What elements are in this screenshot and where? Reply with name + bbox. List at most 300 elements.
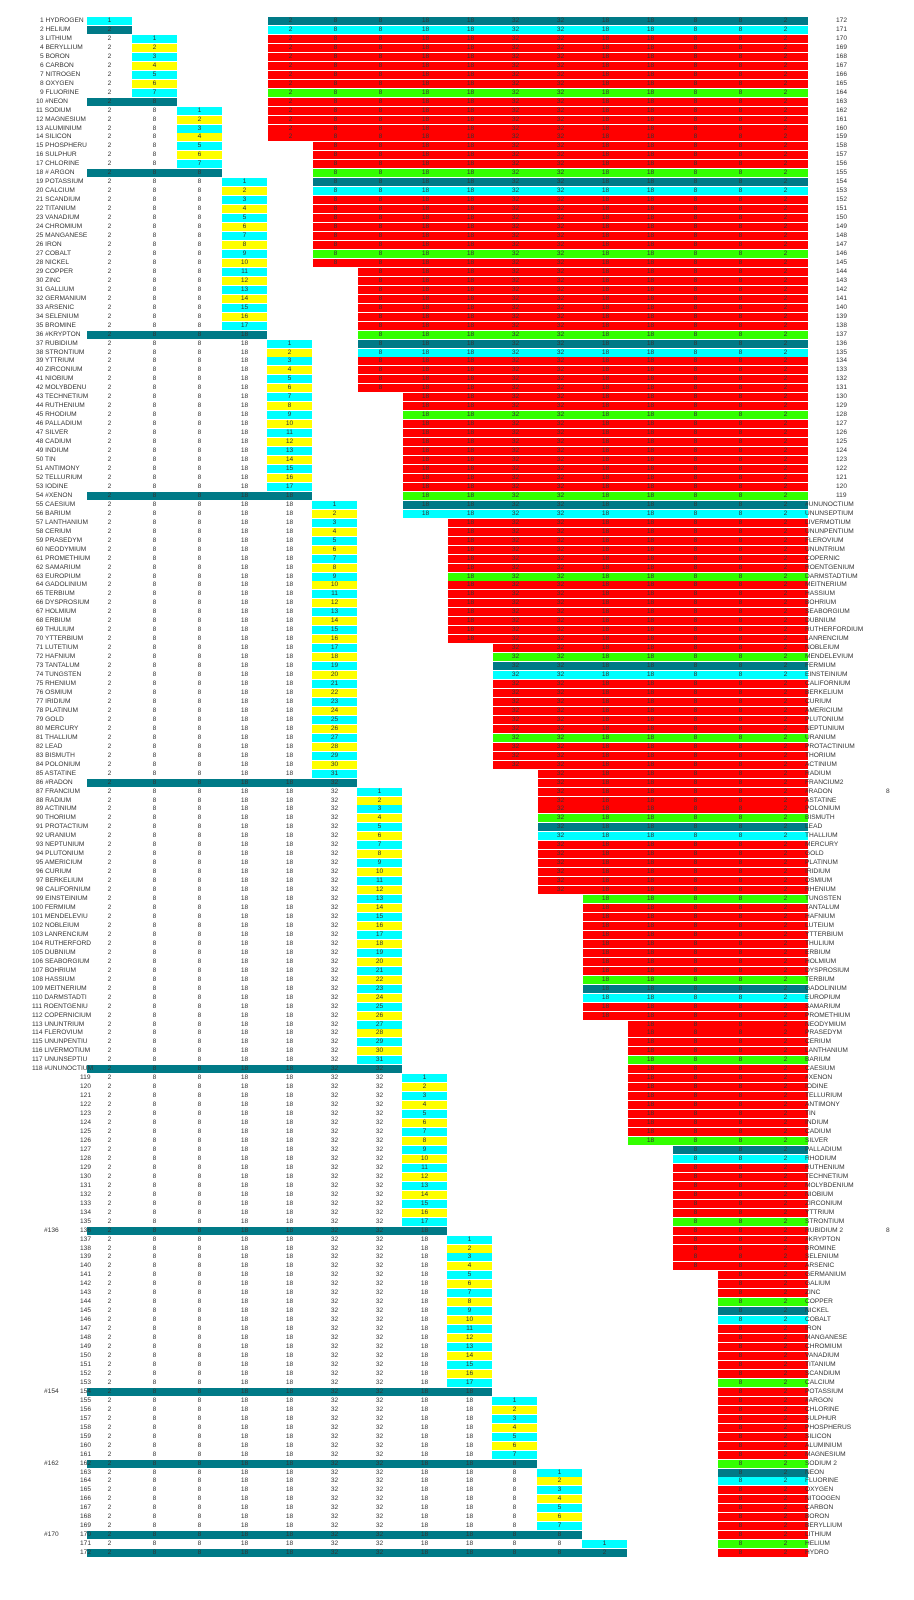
mirror-digit: 8 <box>378 330 383 338</box>
mirror-digit: 18 <box>646 1119 655 1127</box>
mirror-digit: 32 <box>556 769 565 777</box>
mirror-digit: 32 <box>511 321 520 329</box>
mirror-element-name: LITHIUM <box>805 1531 832 1539</box>
mirror-digit: 32 <box>511 626 520 634</box>
shell-count: 18 <box>240 473 249 481</box>
mirror-digit: 8 <box>738 1352 743 1360</box>
mirror-digit: 32 <box>511 482 520 490</box>
shell-count: 18 <box>240 904 249 912</box>
mirror-digit: 18 <box>601 904 610 912</box>
mirror-digit: 8 <box>738 975 743 983</box>
shell-count: 8 <box>197 1163 202 1171</box>
shell-count: 8 <box>152 321 157 329</box>
shell-count: 18 <box>240 1226 249 1234</box>
shell-count: 32 <box>375 1235 384 1243</box>
mirror-digit: 18 <box>601 877 610 885</box>
mirror-digit: 8 <box>693 814 698 822</box>
shell-count: 2 <box>107 1307 112 1315</box>
shell-count: 10 <box>312 581 357 589</box>
shell-count: 18 <box>240 1244 249 1252</box>
mirror-digit: 8 <box>333 43 338 51</box>
shell-count: 32 <box>330 1262 339 1270</box>
mirror-digit: 32 <box>556 662 565 670</box>
element-label: 115 UNUNPENTIU <box>32 1038 88 1046</box>
mirror-digit: 32 <box>556 617 565 625</box>
shell-count: 8 <box>197 509 202 517</box>
shell-count: 18 <box>465 1495 474 1503</box>
element-label: 166 <box>80 1495 92 1503</box>
shell-count: 18 <box>240 689 249 696</box>
mirror-digit: 18 <box>466 375 475 383</box>
shell-count: 2 <box>107 1432 112 1440</box>
shell-count: 3 <box>492 1415 537 1423</box>
mirror-digit: 8 <box>738 456 743 464</box>
mirror-digit: 18 <box>601 124 610 132</box>
shell-count: 8 <box>197 267 202 275</box>
mirror-digit: 8 <box>738 527 743 535</box>
shell-count: 18 <box>240 706 249 714</box>
mirror-element-name: BERYLLIUM <box>805 1522 843 1530</box>
shell-count: 18 <box>285 930 294 938</box>
element-label: 77 IRIDIUM <box>36 697 71 705</box>
shell-count: 10 <box>402 1155 447 1163</box>
shell-count: 17 <box>357 931 402 939</box>
shell-count: 18 <box>285 518 294 526</box>
mirror-element-name: #UNUNOCTIUM <box>805 500 854 508</box>
mirror-element-name: HELIUM <box>805 1540 830 1548</box>
shell-count: 2 <box>107 554 112 562</box>
shell-count: 8 <box>152 680 157 688</box>
mirror-digit: 8 <box>738 653 743 661</box>
right-edge-number: 143 <box>836 276 848 284</box>
mirror-digit: 18 <box>601 330 610 338</box>
shell-count: 2 <box>107 626 112 634</box>
mirror-digit: 32 <box>556 715 565 723</box>
shell-count: 18 <box>285 1477 294 1485</box>
mirror-digit: 8 <box>693 97 698 105</box>
shell-count: 10 <box>357 868 402 876</box>
element-label: 24 CHROMIUM <box>36 223 83 231</box>
mirror-element-name: #XENON <box>805 1074 833 1082</box>
mirror-digit: 18 <box>466 205 475 213</box>
mirror-digit: 2 <box>288 97 293 105</box>
shell-count: 25 <box>357 1003 402 1011</box>
mirror-digit: 8 <box>693 1154 698 1162</box>
shell-count: 18 <box>285 1369 294 1377</box>
mirror-digit: 18 <box>466 402 475 410</box>
mirror-element-name: BERKELIUM <box>805 689 844 696</box>
element-label: 39 YTTRIUM <box>36 357 75 365</box>
shell-count: 8 <box>152 1154 157 1162</box>
shell-count: 8 <box>152 1199 157 1207</box>
mirror-digit: 32 <box>511 160 520 168</box>
shell-count: 18 <box>285 1414 294 1422</box>
shell-count: 18 <box>285 1361 294 1368</box>
shell-count: 18 <box>285 1253 294 1261</box>
shell-count: 18 <box>285 1468 294 1476</box>
right-edge-number: 163 <box>836 97 848 105</box>
shell-count: 2 <box>107 124 112 132</box>
shell-count: 27 <box>357 1021 402 1029</box>
shell-count: 8 <box>152 626 157 634</box>
mirror-digit: 2 <box>783 1468 788 1476</box>
shell-count: 32 <box>330 1074 339 1082</box>
mirror-digit: 32 <box>511 680 520 688</box>
mirror-digit: 2 <box>783 1352 788 1360</box>
mirror-digit: 18 <box>466 169 475 177</box>
mirror-digit: 8 <box>333 52 338 60</box>
mirror-digit: 32 <box>556 276 565 284</box>
shell-count: 18 <box>285 868 294 876</box>
shell-count: 8 <box>152 258 157 266</box>
shell-count: 32 <box>330 1495 339 1503</box>
mirror-digit: 18 <box>601 814 610 822</box>
shell-count: 2 <box>107 724 112 732</box>
mirror-digit: 8 <box>738 913 743 920</box>
shell-count: 18 <box>240 1253 249 1261</box>
mirror-digit: 32 <box>511 357 520 365</box>
mirror-element-name: FRANCIUM2 <box>805 778 844 786</box>
shell-count: 32 <box>330 1208 339 1216</box>
mirror-digit: 8 <box>693 312 698 320</box>
mirror-digit: 32 <box>556 411 565 419</box>
element-label: 16 SULPHUR <box>36 151 77 159</box>
mirror-element-name: UNUNTRIUM <box>805 545 845 553</box>
shell-count: 18 <box>465 1387 474 1395</box>
shell-count: 32 <box>375 1361 384 1368</box>
shell-count: 18 <box>285 913 294 920</box>
mirror-digit: 2 <box>783 1154 788 1162</box>
shell-count: 2 <box>107 357 112 365</box>
mirror-digit: 2 <box>288 52 293 60</box>
shell-count: 1 <box>447 1236 492 1244</box>
mirror-element-name: LANTHANIUM <box>805 1047 848 1055</box>
mirror-digit: 32 <box>556 599 565 607</box>
mirror-digit: 8 <box>738 214 743 222</box>
mirror-digit: 8 <box>738 294 743 302</box>
mirror-digit: 32 <box>556 500 565 508</box>
mirror-digit: 2 <box>783 232 788 240</box>
mirror-digit: 8 <box>378 375 383 383</box>
mirror-element-name: SULPHUR <box>805 1414 837 1422</box>
shell-count: 8 <box>152 1262 157 1270</box>
shell-count: 18 <box>285 1199 294 1207</box>
shell-count: 8 <box>152 312 157 320</box>
mirror-digit: 18 <box>646 115 655 123</box>
mirror-digit: 32 <box>511 617 520 625</box>
element-label: 61 PROMETHIUM <box>36 554 91 562</box>
shell-count: 8 <box>152 1531 157 1539</box>
element-label: 31 GALLIUM <box>36 285 75 293</box>
shell-count: 18 <box>240 1208 249 1216</box>
shell-count: 8 <box>197 751 202 759</box>
shell-count: 18 <box>285 1128 294 1136</box>
mirror-digit: 8 <box>693 43 698 51</box>
shell-count: 8 <box>197 249 202 257</box>
mirror-digit: 32 <box>556 160 565 168</box>
mirror-digit: 8 <box>738 1244 743 1252</box>
mirror-digit: 8 <box>693 25 698 33</box>
shell-count: 32 <box>375 1504 384 1512</box>
shell-count: 8 <box>152 957 157 965</box>
element-label: 57 LANTHANIUM <box>36 518 89 526</box>
shell-count: 6 <box>267 384 312 392</box>
mirror-digit: 8 <box>378 151 383 159</box>
mirror-digit: 8 <box>378 258 383 266</box>
shell-count: 8 <box>197 491 202 499</box>
shell-count: 8 <box>197 1217 202 1225</box>
shell-count: 8 <box>152 1369 157 1377</box>
mirror-digit: 32 <box>511 330 520 338</box>
mirror-digit: 8 <box>738 1459 743 1467</box>
mirror-digit: 2 <box>783 993 788 1001</box>
shell-count: 8 <box>197 545 202 553</box>
shell-count: 32 <box>375 1065 384 1073</box>
mirror-digit: 2 <box>783 438 788 446</box>
shell-count: 18 <box>285 769 294 777</box>
mirror-element-name: #KRYPTON <box>805 1235 841 1243</box>
element-label: 150 <box>80 1352 92 1360</box>
mirror-digit: 8 <box>378 169 383 177</box>
shell-count: 5 <box>402 1110 447 1118</box>
element-label: 111 ROENTGENIU <box>32 1002 88 1010</box>
shell-count: 8 <box>197 715 202 723</box>
mirror-digit: 18 <box>601 644 610 652</box>
shell-count: 2 <box>107 1522 112 1530</box>
mirror-digit: 8 <box>738 1387 743 1395</box>
shell-count: 8 <box>197 1486 202 1494</box>
shell-count: 18 <box>240 948 249 956</box>
shell-count: 8 <box>152 1235 157 1243</box>
mirror-digit: 18 <box>646 473 655 481</box>
mirror-digit: 8 <box>738 742 743 750</box>
shell-count: 14 <box>312 617 357 625</box>
mirror-digit: 8 <box>738 1163 743 1171</box>
mirror-digit: 32 <box>556 456 565 464</box>
mirror-digit: 2 <box>783 751 788 759</box>
mirror-digit: 18 <box>421 348 430 356</box>
shell-count: 2 <box>107 1244 112 1252</box>
shell-count: 2 <box>107 868 112 876</box>
mirror-digit: 2 <box>783 1298 788 1306</box>
shell-count: 8 <box>152 500 157 508</box>
mirror-digit: 32 <box>556 465 565 472</box>
mirror-digit: 8 <box>738 1378 743 1386</box>
element-label: 69 THULIUM <box>36 626 75 634</box>
shell-count: 18 <box>240 608 249 616</box>
mirror-digit: 18 <box>646 563 655 571</box>
shell-count: 18 <box>420 1450 429 1458</box>
mirror-digit: 18 <box>601 79 610 87</box>
mirror-digit: 18 <box>601 1002 610 1010</box>
shell-count: 2 <box>107 1325 112 1333</box>
shell-count: 2 <box>107 393 112 401</box>
mirror-digit: 2 <box>783 608 788 616</box>
mirror-digit: 18 <box>646 393 655 401</box>
mirror-digit: 18 <box>646 267 655 275</box>
shell-count: 2 <box>107 1083 112 1091</box>
element-label: 116 LIVERMOTIUM <box>32 1047 91 1055</box>
shell-count: 18 <box>285 509 294 517</box>
mirror-digit: 18 <box>601 285 610 293</box>
element-label: 146 <box>80 1316 92 1324</box>
shell-count: 3 <box>222 196 267 204</box>
shell-count: 18 <box>285 617 294 625</box>
shell-count: 18 <box>240 1387 249 1395</box>
shell-count: 8 <box>197 832 202 840</box>
mirror-digit: 18 <box>646 859 655 867</box>
mirror-digit: 2 <box>783 653 788 661</box>
mirror-digit: 8 <box>693 420 698 428</box>
mirror-digit: 18 <box>601 895 610 903</box>
mirror-digit: 32 <box>556 868 565 876</box>
shell-count: 4 <box>222 205 267 213</box>
shell-count: 2 <box>107 52 112 60</box>
mirror-element-name: VANADIUM <box>805 1352 840 1360</box>
right-edge-number: 131 <box>836 384 848 392</box>
right-edge-number: 171 <box>836 25 848 33</box>
mirror-digit: 18 <box>646 447 655 455</box>
mirror-digit: 18 <box>601 375 610 383</box>
shell-count: 8 <box>197 1110 202 1118</box>
shell-count: 32 <box>330 1235 339 1243</box>
shell-count: 18 <box>420 1549 429 1557</box>
right-edge-number: 124 <box>836 447 848 455</box>
shell-count: 18 <box>240 348 249 356</box>
mirror-digit: 8 <box>738 1002 743 1010</box>
shell-count: 3 <box>402 1092 447 1100</box>
mirror-digit: 2 <box>783 88 788 96</box>
mirror-digit: 18 <box>646 43 655 51</box>
mirror-digit: 32 <box>511 17 520 24</box>
mirror-element-name: PALLADIUM <box>805 1145 842 1153</box>
mirror-digit: 8 <box>738 536 743 544</box>
mirror-digit: 18 <box>646 124 655 132</box>
shell-count: 8 <box>512 1459 517 1467</box>
shell-count: 18 <box>420 1513 429 1521</box>
mirror-element-name: MOLYBDENIUM <box>805 1181 854 1189</box>
mirror-digit: 18 <box>601 957 610 965</box>
element-label: 114 FLEROVIUM <box>32 1029 83 1037</box>
element-label: 60 NEODYMIUM <box>36 545 87 553</box>
mirror-digit: 2 <box>783 599 788 607</box>
shell-count: 32 <box>330 1369 339 1377</box>
mirror-digit: 32 <box>556 420 565 428</box>
mirror-digit: 18 <box>421 447 430 455</box>
shell-count: 8 <box>152 671 157 679</box>
shell-count: 32 <box>330 984 339 992</box>
mirror-digit: 2 <box>783 868 788 876</box>
mirror-digit: 8 <box>738 1038 743 1046</box>
shell-count: 8 <box>197 823 202 831</box>
shell-count: 8 <box>152 1172 157 1180</box>
shell-count: 18 <box>240 796 249 804</box>
shell-count: 18 <box>240 1495 249 1503</box>
mirror-digit: 8 <box>693 671 698 679</box>
mirror-digit: 18 <box>646 88 655 96</box>
shell-count: 18 <box>240 975 249 983</box>
mirror-digit: 2 <box>783 473 788 481</box>
mirror-digit: 18 <box>646 733 655 741</box>
mirror-digit: 8 <box>738 142 743 150</box>
shell-count: 18 <box>465 1522 474 1530</box>
mirror-digit: 18 <box>466 491 475 499</box>
shell-count: 18 <box>285 1522 294 1530</box>
shell-count: 8 <box>152 285 157 293</box>
mirror-digit: 8 <box>738 1083 743 1091</box>
shell-count: 8 <box>152 1450 157 1458</box>
mirror-digit: 32 <box>556 52 565 60</box>
mirror-digit: 32 <box>556 680 565 688</box>
mirror-element-name: UNUNSEPTIUM <box>805 509 854 517</box>
shell-count: 2 <box>107 223 112 231</box>
element-label: 139 <box>80 1253 92 1261</box>
element-label: 34 SELENIUM <box>36 312 79 320</box>
element-label: 117 UNUNSEPTIU <box>32 1056 88 1064</box>
mirror-digit: 18 <box>601 447 610 455</box>
element-label: 145 <box>80 1307 92 1315</box>
mirror-digit: 2 <box>783 1423 788 1431</box>
right-edge-number: 136 <box>836 339 848 347</box>
mirror-digit: 8 <box>693 859 698 867</box>
shell-count: 2 <box>107 832 112 840</box>
shell-count: 18 <box>465 1441 474 1449</box>
shell-count: 18 <box>465 1432 474 1440</box>
mirror-digit: 18 <box>646 142 655 150</box>
mirror-digit: 18 <box>646 223 655 231</box>
mirror-digit: 8 <box>333 178 338 186</box>
mirror-digit: 32 <box>556 697 565 705</box>
shell-count: 8 <box>152 814 157 822</box>
mirror-digit: 8 <box>693 904 698 912</box>
mirror-element-name: MERCURY <box>805 841 839 849</box>
mirror-digit: 18 <box>601 599 610 607</box>
element-label: 66 DYSPROSIUM <box>36 599 90 607</box>
element-label: 155 <box>80 1396 92 1404</box>
shell-count: 8 <box>152 160 157 168</box>
mirror-digit: 32 <box>556 554 565 562</box>
mirror-digit: 18 <box>421 456 430 464</box>
element-label: 14 SILICON <box>36 133 72 141</box>
mirror-digit: 18 <box>646 214 655 222</box>
mirror-digit: 18 <box>646 975 655 983</box>
mirror-digit: 8 <box>738 1029 743 1037</box>
shell-count: 18 <box>285 1047 294 1055</box>
mirror-digit: 18 <box>601 249 610 257</box>
mirror-digit: 18 <box>601 760 610 768</box>
shell-count: 18 <box>285 832 294 840</box>
element-label: 1 HYDROGEN <box>40 17 84 24</box>
shell-count: 32 <box>330 1029 339 1037</box>
shell-count: 32 <box>375 1343 384 1351</box>
mirror-digit: 18 <box>601 384 610 392</box>
mirror-element-name: GOLD <box>805 850 824 858</box>
shell-count: 2 <box>107 1396 112 1404</box>
mirror-digit: 2 <box>783 554 788 562</box>
shell-count: 18 <box>285 662 294 670</box>
shell-count: 2 <box>107 1316 112 1324</box>
shell-count: 18 <box>240 456 249 464</box>
shell-count: 2 <box>107 760 112 768</box>
mirror-digit: 8 <box>738 1119 743 1127</box>
right-edge-number: 156 <box>836 160 848 168</box>
mirror-digit: 32 <box>556 97 565 105</box>
mirror-digit: 18 <box>466 626 475 634</box>
shell-count: 8 <box>152 1083 157 1091</box>
shell-count: 18 <box>240 671 249 679</box>
mirror-digit: 18 <box>646 617 655 625</box>
shell-count: 8 <box>152 581 157 589</box>
